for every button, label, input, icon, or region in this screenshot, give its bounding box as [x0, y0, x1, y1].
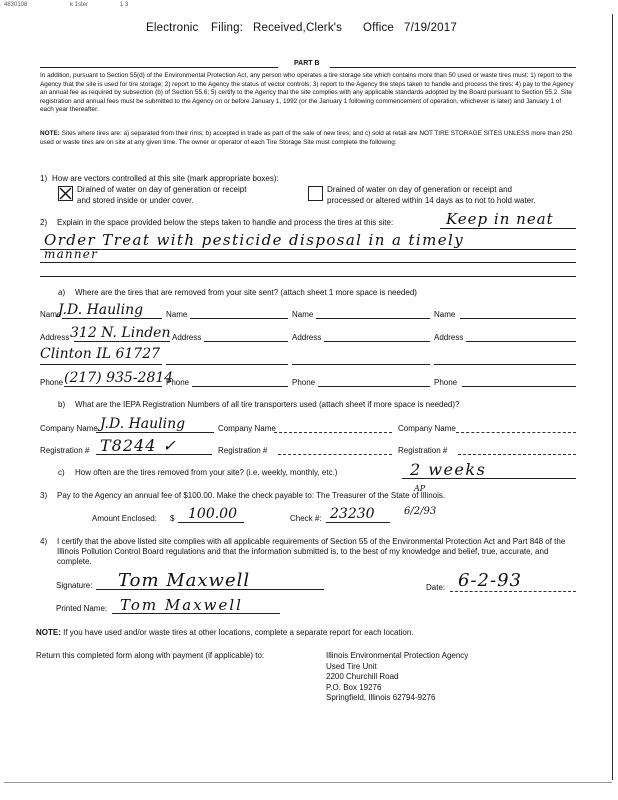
header-date: 7/19/2017 — [404, 22, 457, 34]
q2a-name-label-3: Name — [292, 310, 314, 319]
q1-question: How are vectors controlled at this site (mark appropriate boxes): — [52, 174, 279, 183]
q2a-label: a) — [58, 288, 66, 297]
q2-rule-4 — [40, 276, 576, 277]
q2a-city-rule-3 — [292, 364, 430, 365]
q2a-name-label-4: Name — [434, 310, 456, 319]
q2b-registration-label-3: Registration # — [398, 446, 448, 455]
q2-rule-1 — [440, 228, 576, 229]
q2b-registration-label-2: Registration # — [218, 446, 268, 455]
scan-mark-left: 4830108 — [4, 2, 28, 8]
header-filing: Filing: — [211, 22, 244, 34]
q4-date-rule — [450, 591, 576, 592]
q2c-question: How often are the tires removed from your site? (i.e. weekly, monthly, etc.) — [75, 468, 338, 477]
q2-answer-line1: Keep in neat — [446, 210, 554, 228]
q2c-label: c) — [58, 468, 65, 477]
q2b-company-rule-3 — [456, 432, 576, 433]
intro-paragraph: In addition, pursuant to Section 55(d) of the Environmental Protection Act, any person who operates a tire storage site which contains more than 50 used or waste tires must: 1) report to the Agency that the site is used for tire storage; 2) report to the Agency the status of vector controls; 3) report to the Agency the steps taken to handle and process the tires; 4) pay to the Agency an annual fee as required by subsection (b) of Section 55.6; 5) certify to the Agency that the site complies with any applicable standards adopted by the Board pursuant to Section 55.2. Site registration and annual fees must be submitted to the Agency on or before January 1, 1992 (or the January 1 following commencement of operation, whichever is later) and January 1 of each year thereafter. — [40, 72, 574, 114]
q2a-name-rule-2 — [190, 318, 288, 319]
q2b-company-label-1: Company Name — [40, 424, 98, 433]
q1-option1-line1: Drained of water on day of generation or receipt — [77, 185, 247, 194]
q4-text: I certify that the above listed site complies with all applicable requirements of Section 55 of the Environmental Protection Act and Part 848 of the Illinois Pollution Control Board regulations and that the information submitted is, to the best of my knowledge and belief, true, accurate, and complete. — [57, 537, 566, 566]
q2a-phone-rule-4 — [462, 386, 576, 387]
q2-number: 2) — [40, 218, 48, 227]
q2a-city-rule-2 — [166, 364, 288, 365]
part-rule-left — [40, 67, 278, 68]
q2b-registration-value: T8244 ✓ — [100, 436, 177, 455]
q2a-city-rule-1 — [40, 364, 162, 365]
q2a-phone-label-4: Phone — [434, 378, 458, 387]
q3-check-label: Check #: — [290, 514, 322, 523]
q2a-address-label-3: Address — [292, 333, 322, 342]
q2a-phone-value: (217) 935-2814 — [64, 370, 174, 386]
q3-initials: AP — [414, 484, 426, 493]
q2a-address-rule-3 — [324, 341, 430, 342]
q2a-question: Where are the tires that are removed from your site sent? (attach sheet 1 more space is needed) — [75, 288, 417, 297]
q2-rule-2 — [40, 249, 576, 250]
q2a-city-value: Clinton IL 61727 — [40, 346, 161, 362]
q2a-phone-label-1: Phone — [40, 378, 64, 387]
q2a-name-rule-1 — [62, 318, 162, 319]
scan-mark-mid: k 1ster — [70, 2, 89, 8]
part-title: PART B — [294, 60, 320, 67]
note-1-label: NOTE: — [40, 130, 60, 137]
q3-check-rule — [326, 522, 390, 523]
q2a-phone-rule-2 — [192, 386, 288, 387]
return-address-line-1: Illinois Environmental Protection Agency — [326, 651, 469, 660]
q2b-company-label-2: Company Name — [218, 424, 276, 433]
q2a-name-label-2: Name — [166, 310, 188, 319]
q2a-name-rule-3 — [316, 318, 430, 319]
q2c-rule — [402, 478, 576, 479]
q2c-answer: 2 weeks — [410, 460, 487, 479]
return-address-line-5: Springfield, Illinois 62794-9276 — [326, 693, 436, 703]
x-mark-icon — [59, 187, 72, 200]
return-address-line-4: P.O. Box 19276 — [326, 682, 382, 692]
scan-mark-right: 1 3 — [120, 2, 129, 8]
q2a-name-label-1: Name — [40, 310, 62, 319]
q2a-address-value: 312 N. Linden — [70, 325, 171, 341]
q4-signature-value: Tom Maxwell — [118, 570, 251, 591]
q2-answer-line2: Order Treat with pesticide disposal in a timely — [44, 231, 465, 249]
q4-number: 4) — [40, 537, 48, 546]
q2a-address-label-1: Address — [40, 333, 70, 342]
note-1-text: Sites where tires are: a) separated from their rims; b) accepted in trade as part of the sale of new tires; and c) sold at retail are NOT TIRE STORAGE SITES UNLESS more than 250 used or waste tires are on site at any given time. The owner or operator of each Tire Storage Site must complete the following: — [40, 130, 573, 146]
q2a-address-label-2: Address — [172, 333, 202, 342]
scan-edge-bottom — [4, 782, 612, 783]
note-2 — [36, 628, 414, 637]
q1-number: 1) — [40, 174, 48, 183]
return-address-line-3: 2200 Churchill Road — [326, 672, 399, 682]
q2-question: Explain in the space provided below the steps taken to handle and process the tires at this site: — [57, 218, 394, 227]
q4-signature-rule — [96, 589, 324, 590]
q1-option2-checkbox[interactable] — [308, 186, 323, 201]
q4-printed-rule — [112, 613, 280, 614]
q2a-address-rule-1 — [74, 341, 170, 342]
q4-signature-label: Signature: — [56, 581, 93, 590]
q2a-phone-label-2: Phone — [166, 378, 190, 387]
q1-option1-checkbox[interactable] — [58, 186, 73, 201]
q2a-address-label-4: Address — [434, 333, 464, 342]
q4-printed-value: Tom Maxwell — [120, 596, 243, 614]
header-office: Office — [363, 22, 395, 34]
note-1 — [40, 130, 576, 147]
q2b-company-value: J.D. Hauling — [100, 416, 186, 432]
q3-check-date: 6/2/93 — [404, 506, 437, 517]
q2-rule-3 — [40, 262, 576, 263]
note-2-text: If you have used and/or waste tires at other locations, complete a separate report for each location. — [63, 628, 414, 637]
q2b-company-label-3: Company Name — [398, 424, 456, 433]
header-electronic: Electronic — [146, 22, 199, 34]
return-text: Return this completed form along with payment (if applicable) to: — [36, 651, 265, 660]
q2-answer-line3: manner — [44, 247, 99, 261]
q3-amount-value: 100.00 — [188, 506, 237, 522]
return-address-line-2: Used Tire Unit — [326, 661, 377, 671]
q1-option2-line2: processed or altered within 14 days as to not to hold water. — [327, 196, 536, 205]
q2a-name-value: J.D. Hauling — [58, 302, 144, 318]
q2a-phone-label-3: Phone — [292, 378, 316, 387]
q3-amount-rule — [178, 522, 244, 523]
q2a-address-rule-2 — [204, 341, 288, 342]
q3-number: 3) — [40, 491, 48, 500]
q2b-registration-rule-1 — [96, 454, 212, 455]
q2a-name-rule-4 — [460, 318, 576, 319]
return-address — [326, 651, 468, 704]
q2b-registration-label-1: Registration # — [40, 446, 90, 455]
q3-dollar: $ — [170, 514, 175, 523]
q2a-phone-rule-3 — [318, 386, 430, 387]
q4-printed-label: Printed Name: — [56, 604, 108, 613]
q2b-company-rule-1 — [96, 432, 214, 433]
q3-text: Pay to the Agency an annual fee of $100.00. Make the check payable to: The Treasurer of the State of Illinois. — [57, 491, 446, 500]
q2a-phone-rule-1 — [64, 386, 162, 387]
q2b-question: What are the IEPA Registration Numbers of all tire transporters used (attach sheet if more space is needed)? — [75, 400, 460, 409]
q4-date-label: Date: — [426, 583, 446, 592]
part-rule-right — [330, 67, 576, 68]
scan-edge-right — [612, 14, 613, 780]
q2a-address-rule-4 — [466, 341, 576, 342]
q1-option1-line2: and stored inside or under cover. — [77, 196, 194, 205]
q3-amount-label: Amount Enclosed: — [92, 514, 157, 523]
q2a-city-rule-4 — [434, 364, 576, 365]
q3-check-value: 23230 — [330, 506, 375, 522]
q2b-company-rule-2 — [274, 432, 392, 433]
q2b-registration-rule-3 — [458, 454, 576, 455]
q4-date-value: 6-2-93 — [458, 570, 522, 591]
q1-option2-line1: Drained of water on day of generation or receipt and — [327, 185, 513, 194]
note-2-label: NOTE: — [36, 628, 61, 637]
header-received: Received,Clerk's — [253, 22, 343, 34]
q2b-label: b) — [58, 400, 66, 409]
q2b-registration-rule-2 — [278, 454, 392, 455]
